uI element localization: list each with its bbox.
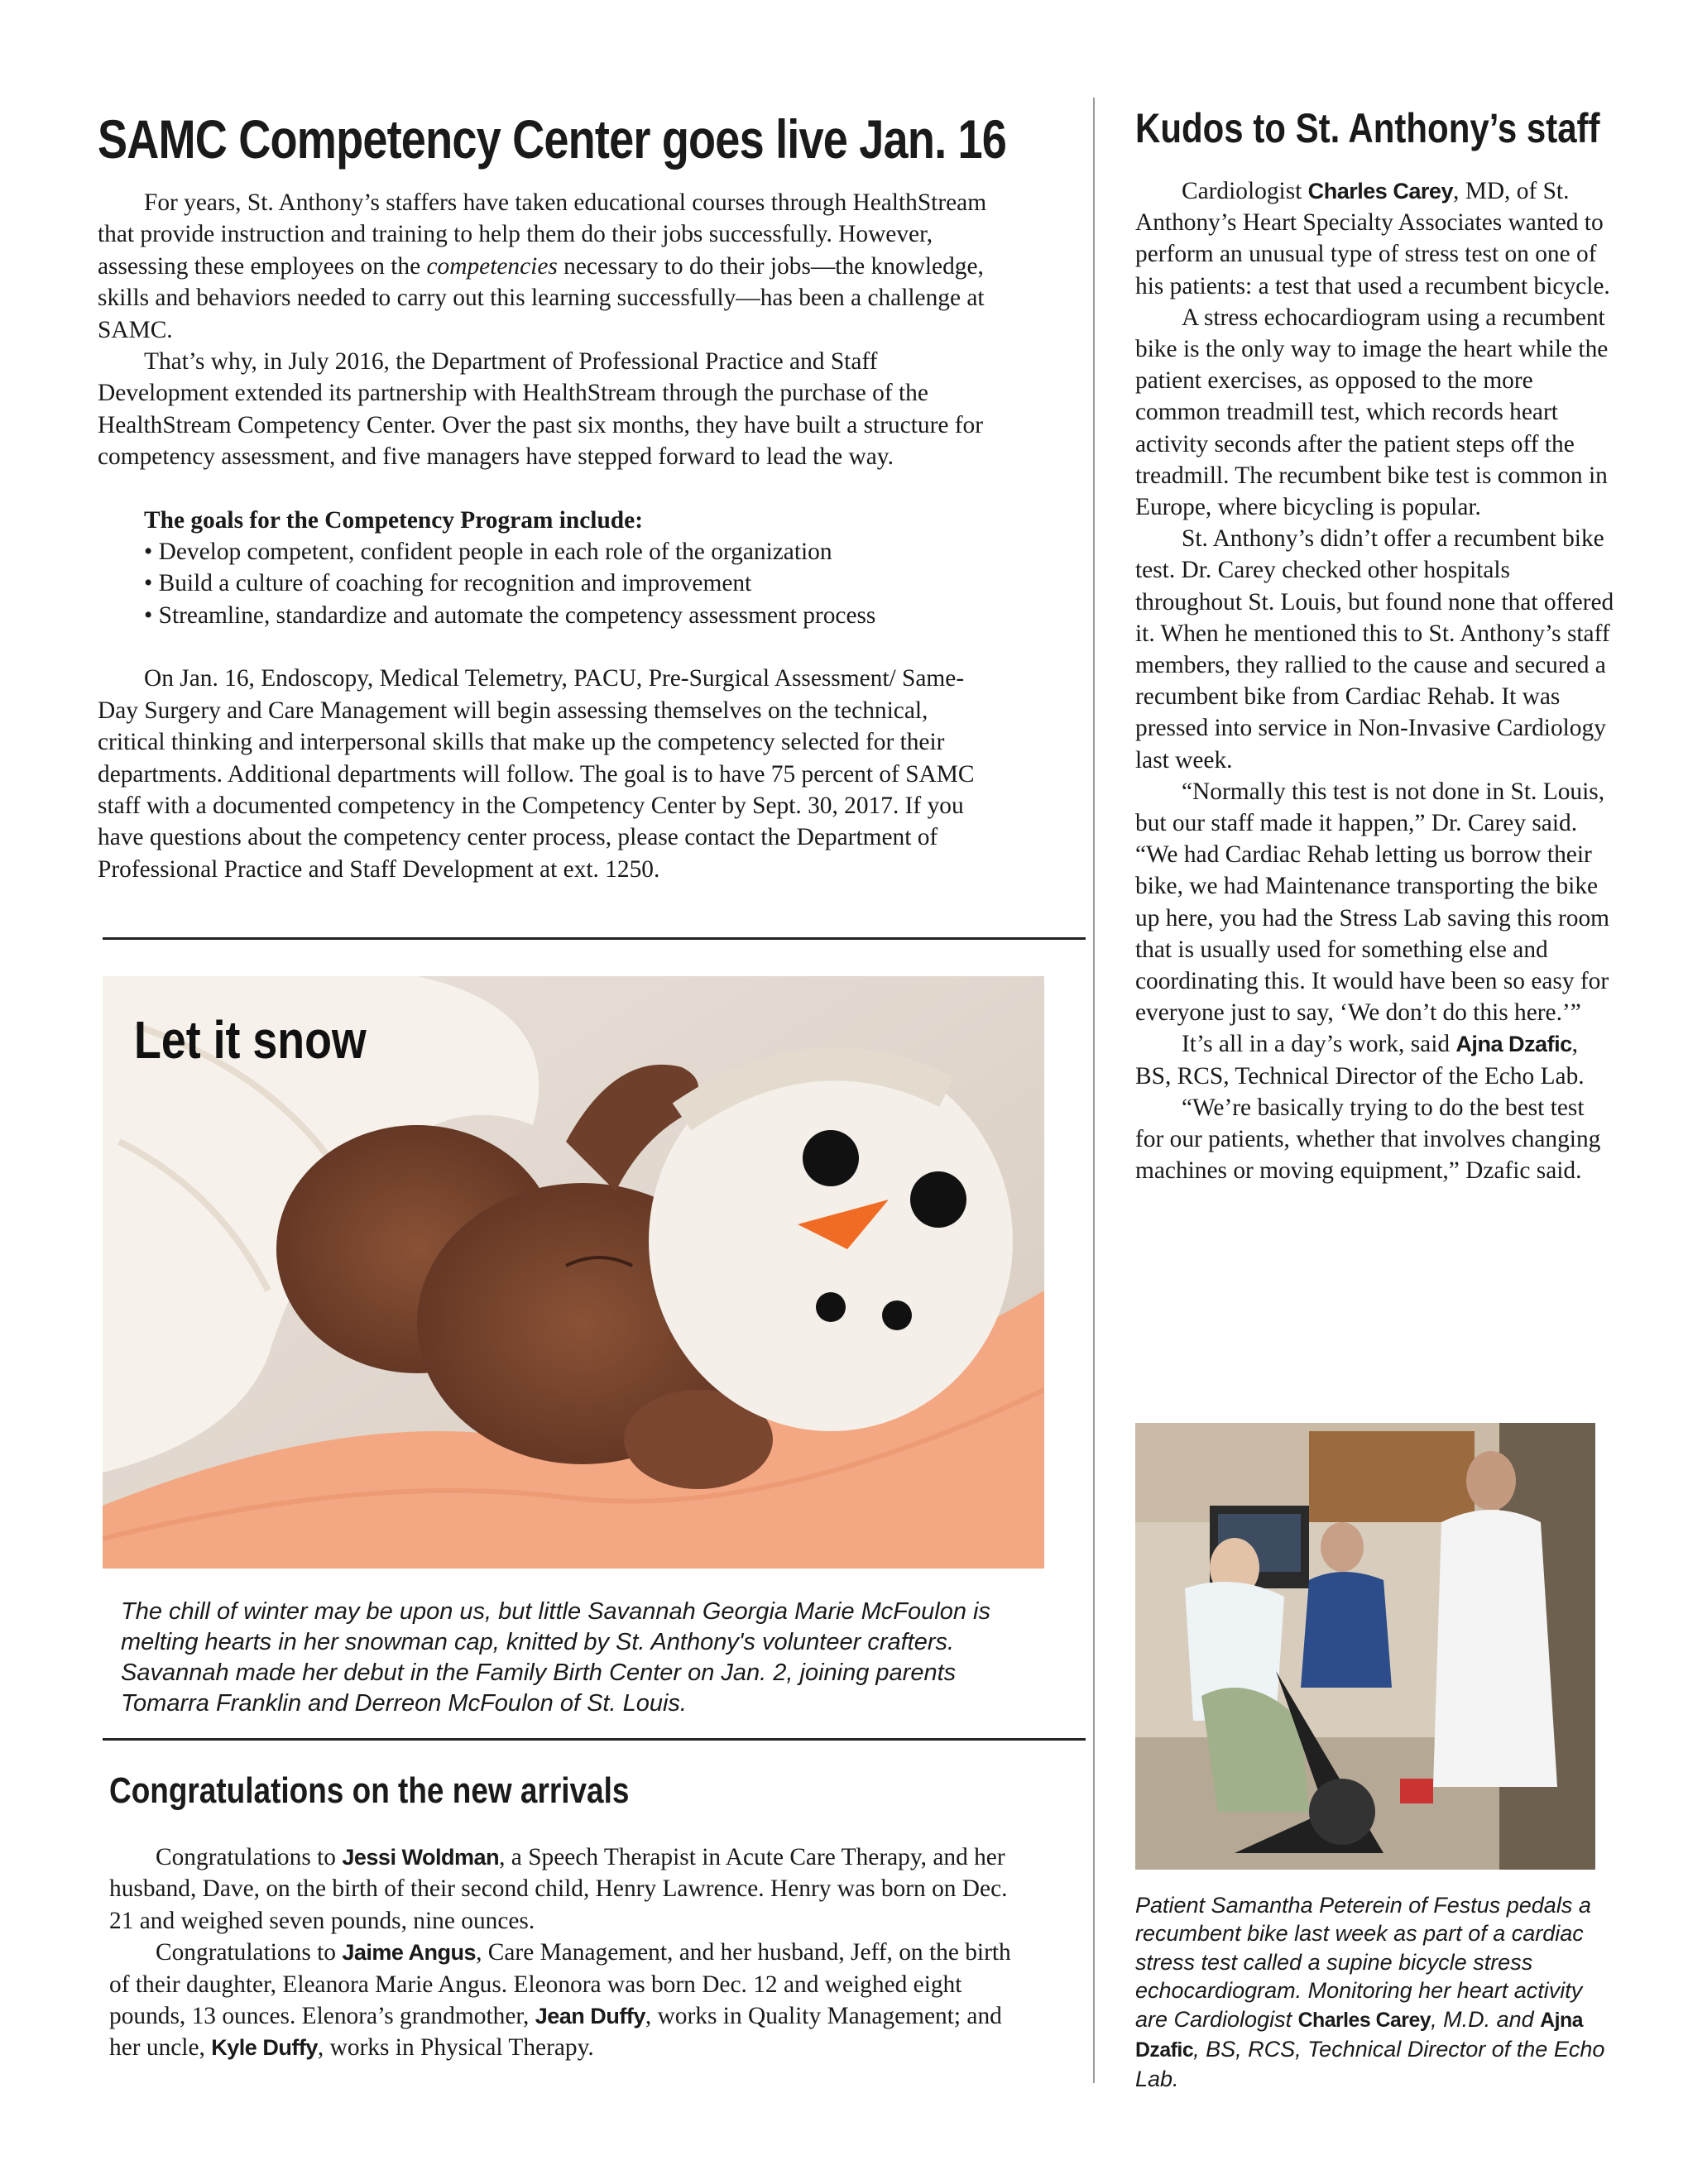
goal-item: • Build a culture of coaching for recognition and improvement bbox=[144, 570, 752, 597]
person-name: Charles Carey bbox=[1297, 2009, 1431, 2032]
kudos-headline: Kudos to St. Anthony’s staff bbox=[1135, 105, 1600, 151]
congrats-body bbox=[109, 1842, 1019, 2064]
goals-section bbox=[98, 505, 1001, 632]
divider bbox=[103, 1738, 1086, 1741]
k5-text-a: It’s all in a day’s work, said bbox=[1182, 1031, 1456, 1058]
cap-text-c: , BS, RCS, Technical Director of the Echo Lab. bbox=[1135, 2037, 1605, 2092]
c1-text-b: , a Speech Therapist in Acute Care Therapy, and her husband, Dave, on the birth of their second child, Henry Lawrence. Henry was born on Dec. 21 and weighed seven pounds, nine ounces. bbox=[109, 1844, 1008, 1934]
person-name: Jean Duffy bbox=[535, 2004, 645, 2029]
c2-text-a: Congratulations to bbox=[156, 1939, 343, 1966]
kudos-paragraph-2: A stress echocardiogram using a recumbent bike is the only way to image the heart while the patient exercises, as opposed to the more common treadmill test, which records heart activity seconds after the patient steps off the treadmill. The recumbent bike test is common in Europe, where bicycling is popular. bbox=[1135, 304, 1609, 521]
person-name: Ajna Dzafic bbox=[1135, 2009, 1583, 2062]
goals-list bbox=[98, 536, 1001, 631]
kudos-paragraph-3: St. Anthony’s didn’t offer a recumbent bike test. Dr. Carey checked other hospitals throughout St. Louis, but found none that offered it. When he mentioned this to St. Anthony’s staff members, they rallied to the cause and secured a recumbent bike from Cardiac Rehab. It was pressed into service in Non-Invasive Cardiology last week. bbox=[1135, 525, 1614, 774]
c1-text-a: Congratulations to bbox=[156, 1844, 343, 1870]
kudos-paragraph-6: “We’re basically trying to do the best test for our patients, whether that involves changing machines or moving equipment,” Dzafic said. bbox=[1135, 1094, 1601, 1185]
p1-text-b: necessary to do their jobs—the knowledge, skills and behaviors needed to carry out this learning successfully—has been a challenge at SAMC. bbox=[98, 252, 985, 343]
kudos-paragraph-1 bbox=[1135, 175, 1615, 302]
person-name: Kyle Duffy bbox=[211, 2035, 318, 2061]
goal-item: • Develop competent, confident people in each role of the organization bbox=[144, 539, 832, 566]
c2-text-b: , Care Management, and her husband, Jeff, on the birth of their daughter, Eleanora Marie Angus. Eleonora was born Dec. 12 and weighed eight pounds, 13 ounces. Elenora’s grandmother, bbox=[109, 1939, 1011, 2030]
goals-title: The goals for the Competency Program include: bbox=[144, 506, 643, 534]
congrats-paragraph-2 bbox=[109, 1937, 1019, 2064]
competency-article-body bbox=[98, 187, 1001, 885]
person-name: Jessi Woldman bbox=[342, 1845, 500, 1870]
p1-text-a: For years, St. Anthony’s staffers have taken educational courses through HealthStream that provide instruction and training to help them do their jobs successfully. However, assessing these employees on the bbox=[98, 189, 987, 280]
competency-paragraph-1 bbox=[98, 187, 1001, 346]
let-it-snow-title: Let it snow bbox=[134, 1010, 367, 1070]
cap-text-b: , M.D. and bbox=[1431, 2006, 1541, 2032]
cap-text-a: Patient Samantha Peterein of Festus pedals a recumbent bike last week as part of a cardiac stress test called a supine bicycle stress echocardiogram. Monitoring her heart activity are Cardiologist bbox=[1135, 1893, 1591, 2032]
competency-paragraph-2: That’s why, in July 2016, the Department of Professional Practice and Staff Development extended its partnership with HealthStream through the purchase of the HealthStream Competency Center. Over the past six months, they have built a structure for competency assessment, and five managers have stepped forward to lead the way. bbox=[98, 348, 984, 471]
column-divider bbox=[1093, 98, 1095, 2083]
competency-paragraph-3: On Jan. 16, Endoscopy, Medical Telemetry, PACU, Pre-Surgical Assessment/ Same-Day Surgery and Care Management will begin assessing themselves on the technical, critical thinking and interpersonal skills that make up the competency selected for their departments. Additional departments will follow. The goal is to have 75 percent of SAMC staff with a documented competency in the Competency Center by Sept. 30, 2017. If you have questions about the competency center process, please contact the Department of Professional Practice and Staff Development at ext. 1250. bbox=[98, 665, 975, 883]
snow-photo-caption: The chill of winter may be upon us, but little Savannah Georgia Marie McFoulon is melting hearts in her snowman cap, knitted by St. Anthony's volunteer crafters. Savannah made her debut in the Family Birth Center on Jan. 2, joining parents Tomarra Franklin and Derreon McFoulon of St. Louis. bbox=[121, 1598, 990, 1717]
c2-text-d: , works in Physical Therapy. bbox=[317, 2034, 594, 2062]
k5-text-b: , BS, RCS, Technical Director of the Echo Lab. bbox=[1135, 1031, 1585, 1090]
competency-headline: SAMC Competency Center goes live Jan. 16 bbox=[98, 108, 1007, 170]
person-name: Jaime Angus bbox=[342, 1940, 477, 1966]
stress-test-caption bbox=[1135, 1891, 1607, 2094]
kudos-paragraph-4: “Normally this test is not done in St. Louis, but our staff made it happen,” Dr. Carey said. “We had Cardiac Rehab letting us borrow their bike, we had Maintenance transporting the bike up here, you had the Stress Lab saving this room that is usually used for something else and coordinating this. It would have been so easy for everyone just to say, ‘We don’t do this here.’” bbox=[1135, 778, 1610, 1027]
c2-text-c: , works in Quality Management; and her uncle, bbox=[109, 2003, 1002, 2062]
person-name: Charles Carey bbox=[1307, 179, 1453, 204]
p1-emphasis: competencies bbox=[426, 252, 558, 280]
k1-text-b: , MD, of St. Anthony’s Heart Specialty Associates wanted to perform an unusual type of stress test on one of his patients: a test that used a recumbent bicycle. bbox=[1135, 178, 1610, 299]
divider bbox=[103, 937, 1086, 940]
k1-text-a: Cardiologist bbox=[1182, 178, 1308, 204]
kudos-paragraph-5 bbox=[1135, 1028, 1615, 1091]
person-name: Ajna Dzafic bbox=[1455, 1032, 1572, 1057]
congrats-headline: Congratulations on the new arrivals bbox=[109, 1770, 630, 1811]
goal-item: • Streamline, standardize and automate the competency assessment process bbox=[144, 601, 876, 629]
stress-test-photo bbox=[1135, 1423, 1595, 1870]
kudos-body bbox=[1135, 175, 1615, 1187]
congrats-paragraph-1 bbox=[109, 1842, 1019, 1937]
